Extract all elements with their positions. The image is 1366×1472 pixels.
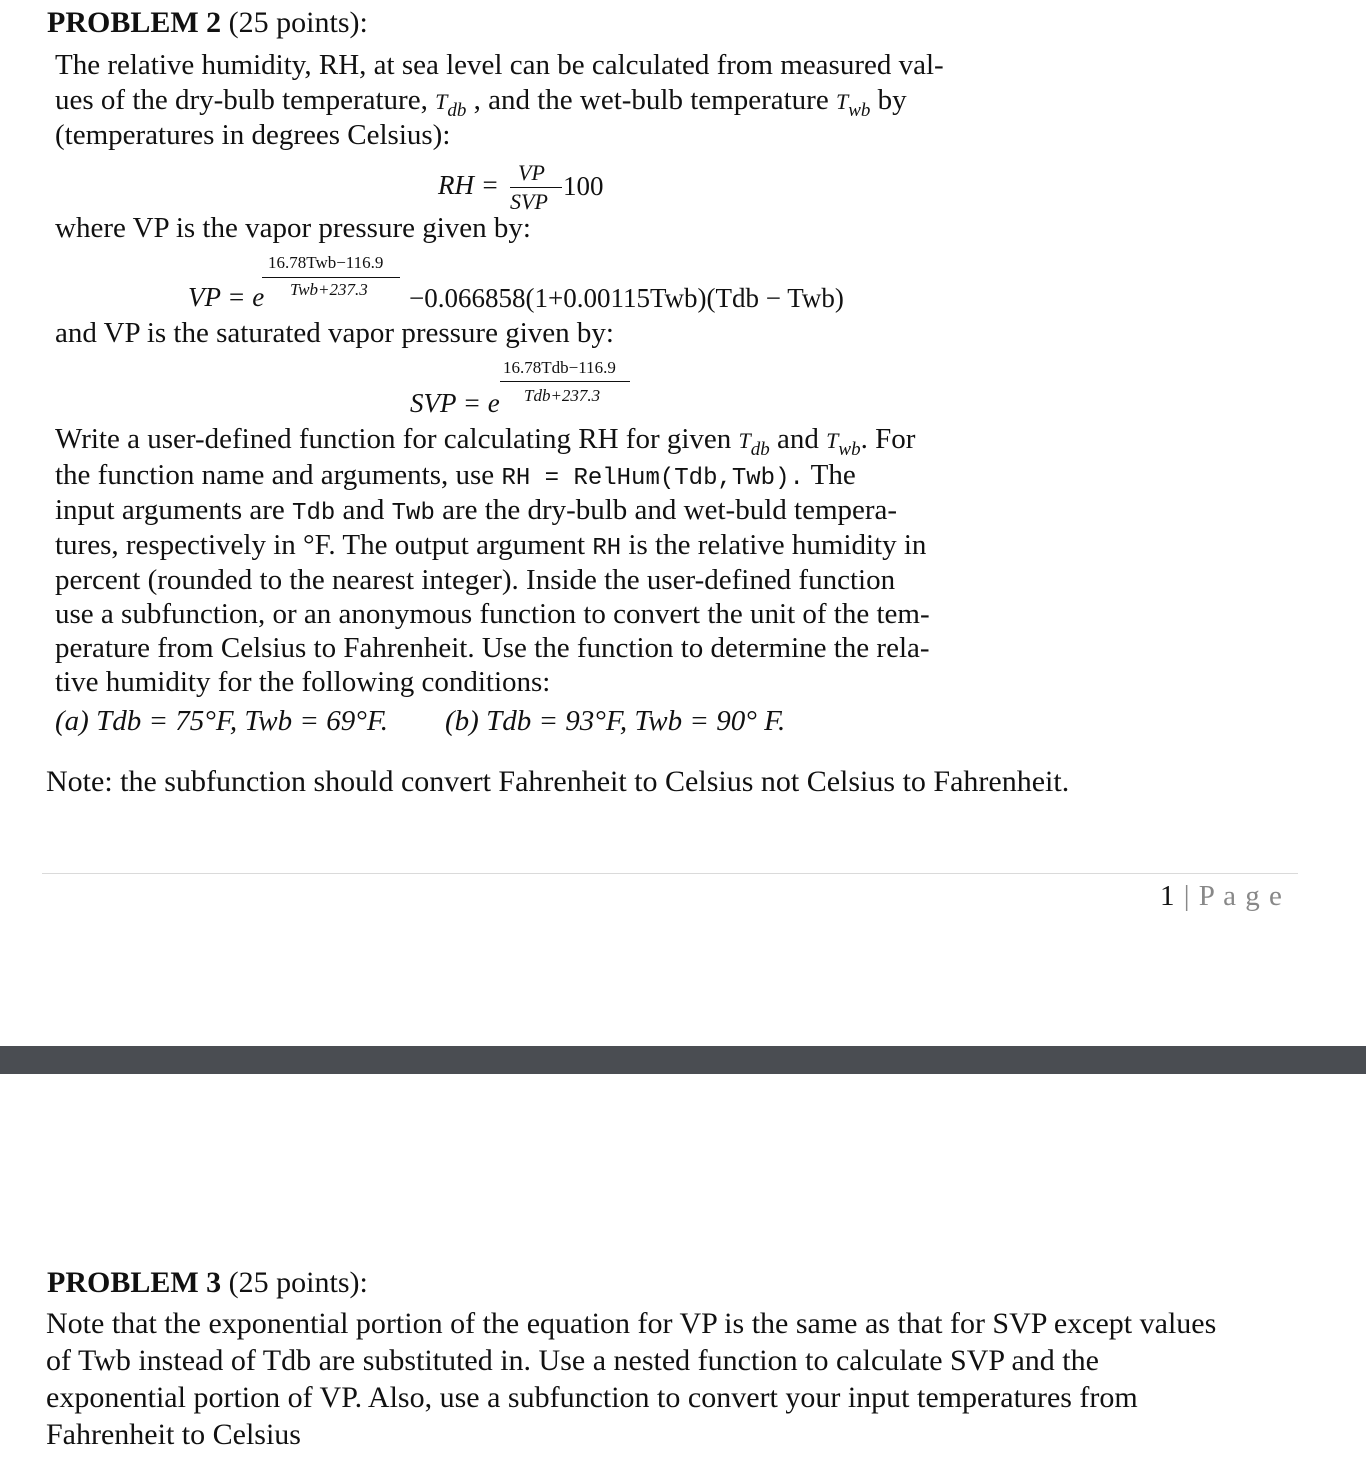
problem-3-line-2: of Twb instead of Tdb are substituted in. Use a nested function to calculate SVP and the (46, 1344, 1099, 1377)
page-label: | P a g e (1183, 880, 1283, 912)
body-line-8: tive humidity for the following conditions: (55, 666, 551, 698)
body-line-4-b: is the relative humidity in (628, 529, 927, 561)
eq-svp-lhs: SVP = e (410, 388, 500, 418)
code-rh: RH (592, 535, 622, 562)
body-line-3 (55, 493, 897, 531)
body-line-2-a: the function name and arguments, use (55, 459, 495, 491)
eq-vp-lhs: VP = e (188, 282, 265, 312)
body-line-3-a: input arguments are (55, 494, 285, 526)
body-line-4-a: tures, respectively in °F. The output argument (55, 529, 586, 561)
problem-2-note: Note: the subfunction should convert Fahrenheit to Celsius not Celsius to Fahrenheit. (46, 765, 1070, 798)
page-break-bar (0, 1046, 1366, 1074)
body-line-2-b: The (810, 459, 856, 491)
problem-3-title (47, 1266, 368, 1300)
problem-3-points: (25 points): (228, 1266, 368, 1299)
page-number: 1 (1160, 880, 1176, 912)
problem-3-line-1: Note that the exponential portion of the equation for VP is the same as that for SVP except values (46, 1307, 1217, 1340)
problem-3-line-4: Fahrenheit to Celsius (46, 1418, 301, 1451)
eq-svp-exponent-denominator: Tdb+237.3 (524, 386, 601, 405)
problem-3-line-3: exponential portion of VP. Also, use a subfunction to convert your input temperatures from (46, 1381, 1138, 1414)
eq-svp-exponent-bar (500, 381, 630, 382)
problem-3-heading: PROBLEM 3 (47, 1266, 222, 1299)
eq-rh-multiplier: 100 (563, 171, 604, 201)
eq-vp-exponent-denominator: Twb+237.3 (290, 280, 368, 299)
code-tdb: Tdb (292, 500, 336, 527)
body-line-5: percent (rounded to the nearest integer). Inside the user-defined function (55, 564, 896, 596)
problem-2-line-1: The relative humidity, RH, at sea level can be calculated from measured val- (55, 49, 944, 81)
problem-2-points: (25 points): (228, 6, 368, 39)
body-line-1: Write a user-defined function for calculating RH for given Tdb and Twb. For (55, 423, 916, 460)
eq-vp-exponent-numerator: 16.78Twb−116.9 (268, 253, 384, 272)
condition-b: (b) Tdb = 93°F, Twb = 90° F. (445, 705, 786, 737)
eq-rh-numerator: VP (518, 160, 545, 185)
page-footer (1160, 880, 1283, 913)
function-signature-code: RH = RelHum(Tdb,Twb). (501, 465, 804, 492)
body-line-3-c: are the dry-bulb and wet-buld tempera- (442, 494, 898, 526)
problem-2-heading: PROBLEM 2 (47, 6, 222, 39)
body-line-1-b: and (777, 423, 819, 455)
code-twb: Twb (391, 500, 435, 527)
eq-vp-exponent-bar (262, 277, 400, 278)
eq-svp-exponent-numerator: 16.78Tdb−116.9 (503, 358, 616, 377)
body-line-3-b: and (342, 494, 385, 526)
line-2-part-b: , and the wet-bulb temperature (473, 84, 829, 116)
body-line-2 (55, 458, 856, 496)
eq-rh-denominator: SVP (510, 189, 548, 214)
problem-2-line-2: ues of the dry-bulb temperature, Tdb , and the wet-bulb temperature Twb by (55, 84, 907, 121)
body-line-1-a: Write a user-defined function for calculating RH for given (55, 423, 732, 455)
body-line-1-c: . For (860, 423, 916, 455)
line-2-part-a: ues of the dry-bulb temperature, (55, 84, 428, 116)
page-divider (42, 873, 1298, 874)
body-line-7: perature from Celsius to Fahrenheit. Use the function to determine the rela- (55, 632, 930, 664)
eq-vp-remainder: −0.066858(1+0.00115Twb)(Tdb − Twb) (409, 283, 844, 313)
where-vp-line: where VP is the vapor pressure given by: (55, 212, 531, 244)
and-svp-line: and VP is the saturated vapor pressure given by: (55, 317, 614, 349)
condition-a: (a) Tdb = 75°F, Twb = 69°F. (55, 705, 389, 737)
line-2-part-c: by (877, 84, 907, 116)
body-line-4 (55, 528, 926, 566)
eq-rh-lhs: RH = (438, 170, 499, 200)
eq-rh-fraction-bar (510, 187, 562, 188)
problem-2-line-3: (temperatures in degrees Celsius): (55, 119, 451, 151)
problem-2-title (47, 6, 368, 40)
body-line-6: use a subfunction, or an anonymous function to convert the unit of the tem- (55, 598, 930, 630)
